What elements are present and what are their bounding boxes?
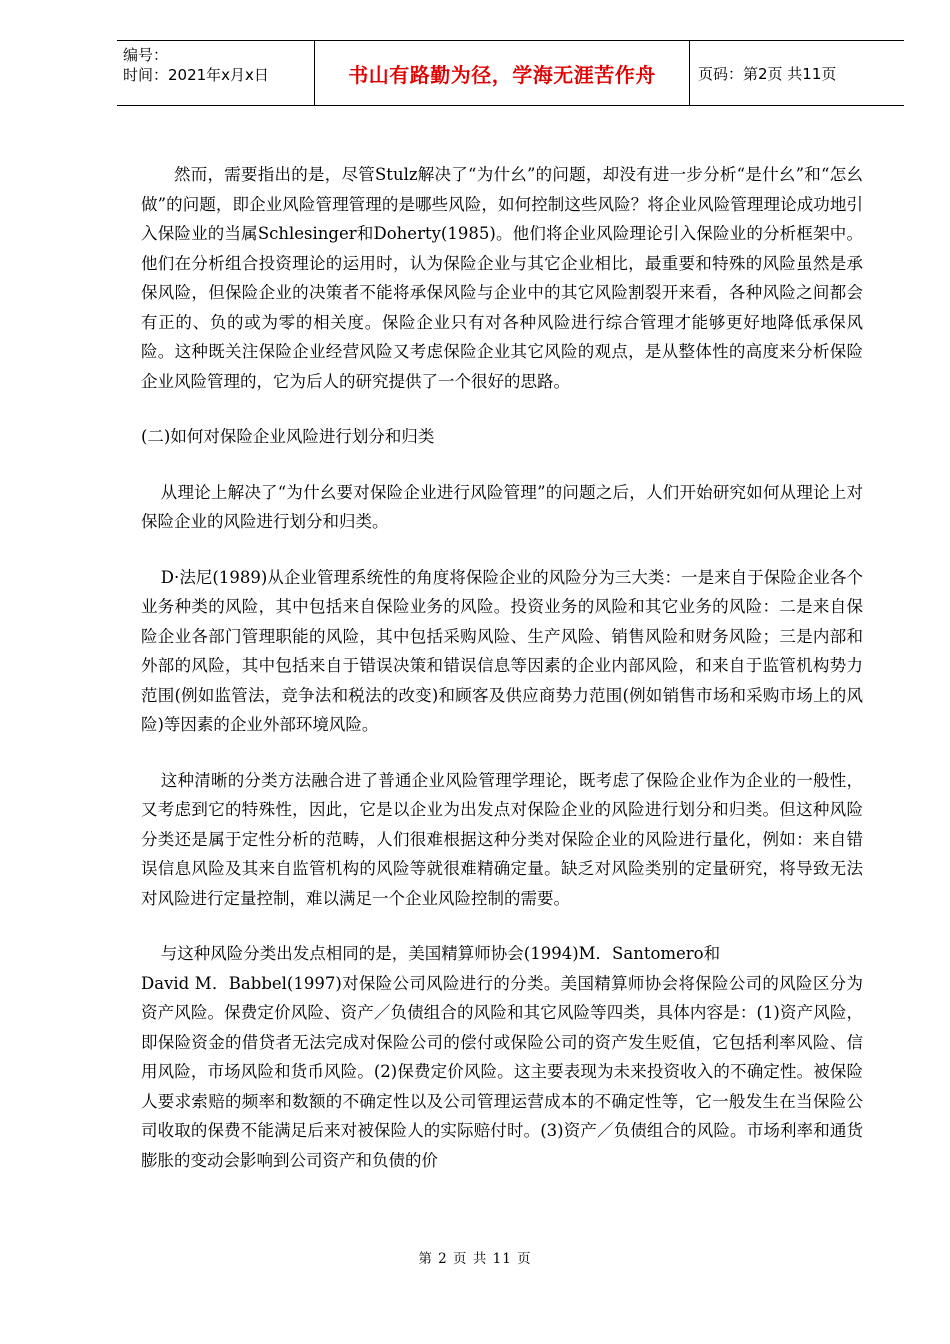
paragraph-1: 然而，需要指出的是，尽管Stulz解决了“为什幺”的问题，却没有进一步分析“是什幺”和“怎幺做”的问题，即企业风险管理管理的是哪些风险，如何控制这些风险？将企业风险管理理论成功地引入保险业的当属Schlesinger和Doherty(1985)。他们将企业风险理论引入保险业的分析框架中。他们在分析组合投资理论的运用时，认为保险企业与其它企业相比，最重要和特殊的风险虽然是承保风险，但保险企业的决策者不能将承保风险与企业中的其它风险割裂开来看，各种风险之间都会有正的、负的或为零的相关度。保险企业只有对各种风险进行综合管理才能够更好地降低承保风险。这种既关注保险企业经营风险又考虑保险企业其它风险的观点，是从整体性的高度来分析保险企业风险管理的，它为后人的研究提供了一个很好的思路。 [141,165,863,391]
document-body [141,160,863,1175]
header-table [117,40,904,106]
paragraph-5-line-1: 与这种风险分类出发点相同的是，美国精算师协会(1994)M．Santomero和 [160,944,721,963]
time-label: 时间：2021年x月x日 [123,66,269,84]
paragraph-5-rest: David M．Babbel(1997)对保险公司风险进行的分类。美国精算师协会将保险公司的风险区分为资产风险。保费定价风险、资产／负债组合的风险和其它风险等四类，具体内容是：(1)资产风险，即保险资金的借贷者无法完成对保险公司的偿付或保险公司的资产发生贬值，它包括利率风险、信用风险，市场风险和货币风险。(2)保费定价风险。这主要表现为未来投资收入的不确定性。被保险人要求索赔的频率和数额的不确定性以及公司管理运营成本的不确定性等，它一般发生在当保险公司收取的保费不能满足后来对被保险人的实际赔付时。(3)资产／负债组合的风险。市场利率和通货膨胀的变动会影响到公司资产和负债的价 [141,973,863,1170]
page-footer: 第 2 页 共 11 页 [418,1251,532,1267]
header-motto: 书山有路勤为径，学海无涯苦作舟 [315,41,690,105]
paragraph-4: 这种清晰的分类方法融合进了普通企业风险管理学理论，既考虑了保险企业作为企业的一般性，又考虑到它的特殊性，因此，它是以企业为出发点对保险企业的风险进行划分和归类。但这种风险分类还是属于定性分析的范畴，人们很难根据这种分类对保险企业的风险进行量化，例如：来自错误信息风险及其来自监管机构的风险等就很难精确定量。缺乏对风险类别的定量研究，将导致无法对风险进行定量控制，难以满足一个企业风险控制的需要。 [141,770,863,908]
section-heading: (二)如何对保险企业风险进行划分和归类 [141,427,435,446]
paragraph-2: 从理论上解决了“为什幺要对保险企业进行风险管理”的问题之后，人们开始研究如何从理论上对保险企业的风险进行划分和归类。 [141,482,863,531]
header-page-label: 页码：第2页 共11页 [698,64,837,83]
paragraph-3: D·法尼(1989)从企业管理系统性的角度将保险企业的风险分为三大类：一是来自于保险企业各个业务种类的风险，其中包括来自保险业务的风险。投资业务的风险和其它业务的风险：二是来自保险企业各部门管理职能的风险，其中包括采购风险、生产风险、销售风险和财务风险；三是内部和外部的风险，其中包括来自于错误决策和错误信息等因素的企业内部风险，和来自于监管机构势力范围(例如监管法，竞争法和税法的改变)和顾客及供应商势力范围(例如销售市场和采购市场上的风险)等因素的企业外部环境风险。 [141,567,863,734]
number-label: 编号： [123,46,169,64]
header-meta [117,41,315,105]
